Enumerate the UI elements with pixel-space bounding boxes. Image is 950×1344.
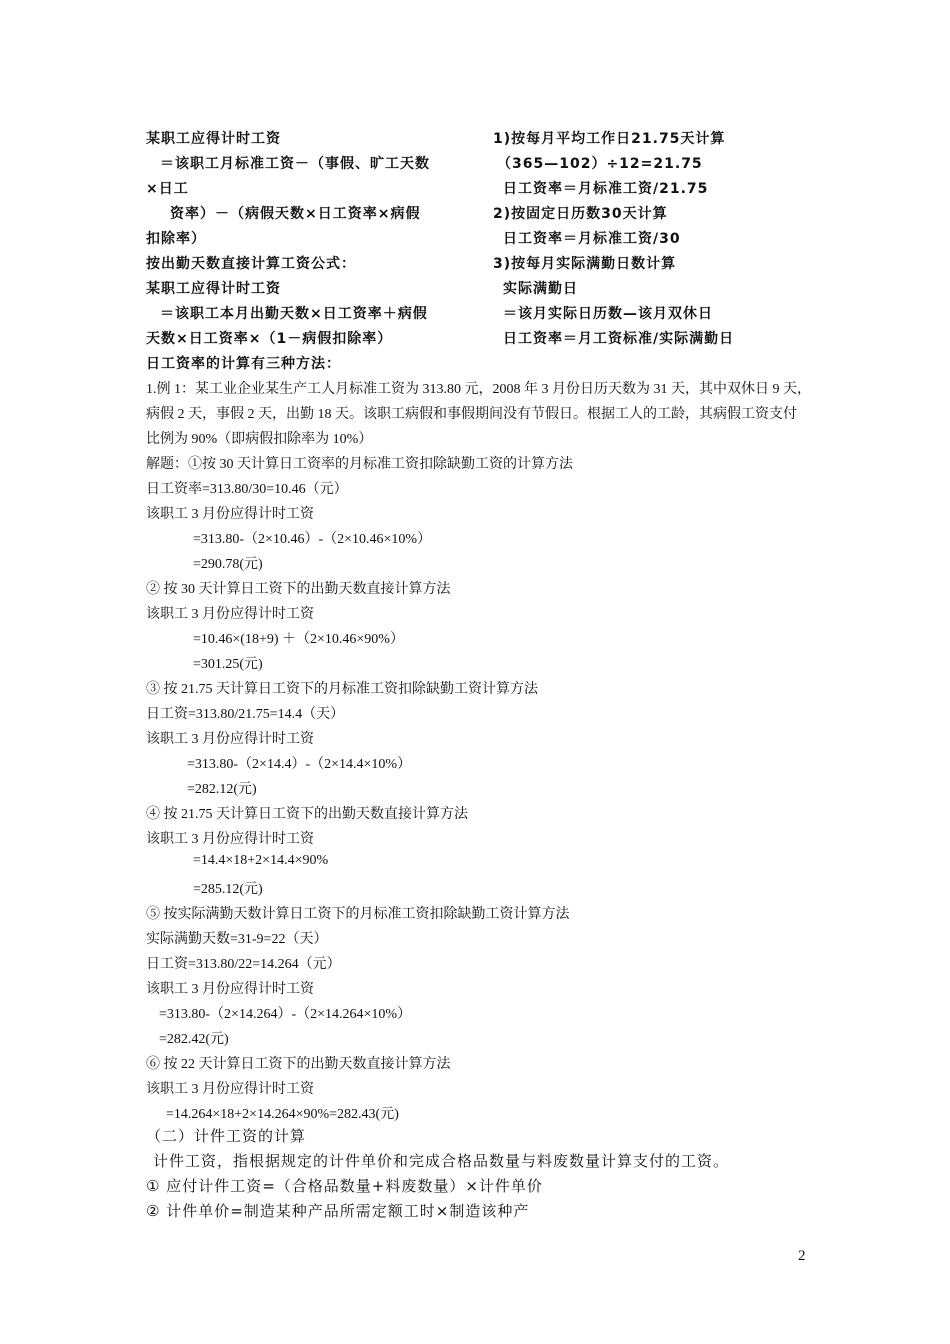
example-line-10: 该职工 3 月份应得计时工资 (146, 607, 314, 622)
example-line-20: =14.4×18+2×14.4×90% (193, 853, 329, 868)
example-line-27: =282.42(元) (159, 1032, 229, 1047)
right-line-7: 实际满勤日 (503, 281, 578, 297)
left-line-3: ×日工 (146, 181, 189, 197)
example-line-26: =313.80-（2×14.264）-（2×14.264×10%） (159, 1007, 412, 1022)
example-line-4: 解题：①按 30 天计算日工资率的月标准工资扣除缺勤工资的计算方法 (146, 457, 573, 472)
example-line-15: 该职工 3 月份应得计时工资 (146, 732, 314, 747)
example-line-14: 日工资=313.80/21.75=14.4（天） (146, 707, 345, 722)
left-line-5: 扣除率） (146, 231, 206, 247)
left-line-2: ＝该职工月标准工资－（事假、旷工天数 (160, 156, 430, 172)
left-line-10: 日工资率的计算有三种方法： (146, 356, 341, 372)
example-line-11: =10.46×(18+9) ＋（2×10.46×90%） (193, 632, 404, 647)
right-line-6: 3)按每月实际满勤日数计算 (493, 256, 677, 272)
right-line-1: 1)按每月平均工作日21.75天计算 (493, 131, 726, 147)
left-line-9: 天数×日工资率×（1－病假扣除率） (146, 331, 393, 347)
right-line-9: 日工资率＝月工资标准/实际满勤日 (503, 331, 735, 347)
example-line-25: 该职工 3 月份应得计时工资 (146, 982, 314, 997)
example-line-1: 1.例 1：某工业企业某生产工人月标准工资为 313.80 元，2008 年 3 月份日历天数为 31 天，其中双休日 9 天， (146, 382, 811, 397)
example-line-23: 实际满勤天数=31-9=22（天） (146, 932, 328, 947)
example-line-3: 比例为 90%（即病假扣除率为 10%） (146, 432, 373, 447)
example-line-12: =301.25(元) (193, 657, 263, 672)
example-line-8: =290.78(元) (193, 557, 263, 572)
example-line-21: =285.12(元) (193, 882, 263, 897)
right-line-5: 日工资率＝月标准工资/30 (503, 231, 681, 247)
piece-wage-definition: 计件工资，指根据规定的计件单价和完成合格品数量与料废数量计算支付的工资。 (153, 1152, 730, 1170)
example-line-22: ⑤ 按实际满勤天数计算日工资下的月标准工资扣除缺勤工资计算方法 (146, 907, 570, 922)
page-number: 2 (798, 1248, 806, 1264)
left-line-8: ＝该职工本月出勤天数×日工资率＋病假 (160, 306, 428, 322)
piece-wage-formula-1: ① 应付计件工资=（合格品数量+料废数量）×计件单价 (146, 1177, 543, 1195)
example-line-2: 病假 2 天，事假 2 天，出勤 18 天。该职工病假和事假期间没有节假日。根据工人的工龄，其病假工资支付 (146, 407, 797, 422)
example-line-19: 该职工 3 月份应得计时工资 (146, 832, 314, 847)
right-line-3: 日工资率＝月标准工资/21.75 (503, 181, 709, 197)
example-line-30: =14.264×18+2×14.264×90%=282.43(元) (166, 1107, 399, 1122)
piece-wage-formula-2: ② 计件单价=制造某种产品所需定额工时×制造该种产 (146, 1202, 530, 1220)
example-line-18: ④ 按 21.75 天计算日工资下的出勤天数直接计算方法 (146, 807, 468, 822)
left-line-7: 某职工应得计时工资 (146, 281, 281, 297)
example-line-6: 该职工 3 月份应得计时工资 (146, 507, 314, 522)
example-line-9: ② 按 30 天计算日工资下的出勤天数直接计算方法 (146, 582, 451, 597)
right-line-2: （365—102）÷12=21.75 (497, 156, 703, 172)
example-line-7: =313.80-（2×10.46）-（2×10.46×10%） (193, 532, 432, 547)
example-line-28: ⑥ 按 22 天计算日工资下的出勤天数直接计算方法 (146, 1057, 451, 1072)
left-line-4: 资率）－（病假天数×日工资率×病假 (170, 206, 421, 222)
right-line-4: 2)按固定日历数30天计算 (493, 206, 668, 222)
example-line-29: 该职工 3 月份应得计时工资 (146, 1082, 314, 1097)
right-line-8: ＝该月实际日历数—该月双休日 (503, 306, 713, 322)
example-line-5: 日工资率=313.80/30=10.46（元） (146, 482, 348, 497)
example-line-17: =282.12(元) (187, 782, 257, 797)
section-heading-piece-wage: （二）计件工资的计算 (146, 1127, 307, 1145)
example-line-16: =313.80-（2×14.4）-（2×14.4×10%） (187, 757, 412, 772)
left-line-6: 按出勤天数直接计算工资公式： (146, 256, 356, 272)
left-line-1: 某职工应得计时工资 (146, 131, 281, 147)
example-line-24: 日工资=313.80/22=14.264（元） (146, 957, 341, 972)
example-line-13: ③ 按 21.75 天计算日工资下的月标准工资扣除缺勤工资计算方法 (146, 682, 538, 697)
